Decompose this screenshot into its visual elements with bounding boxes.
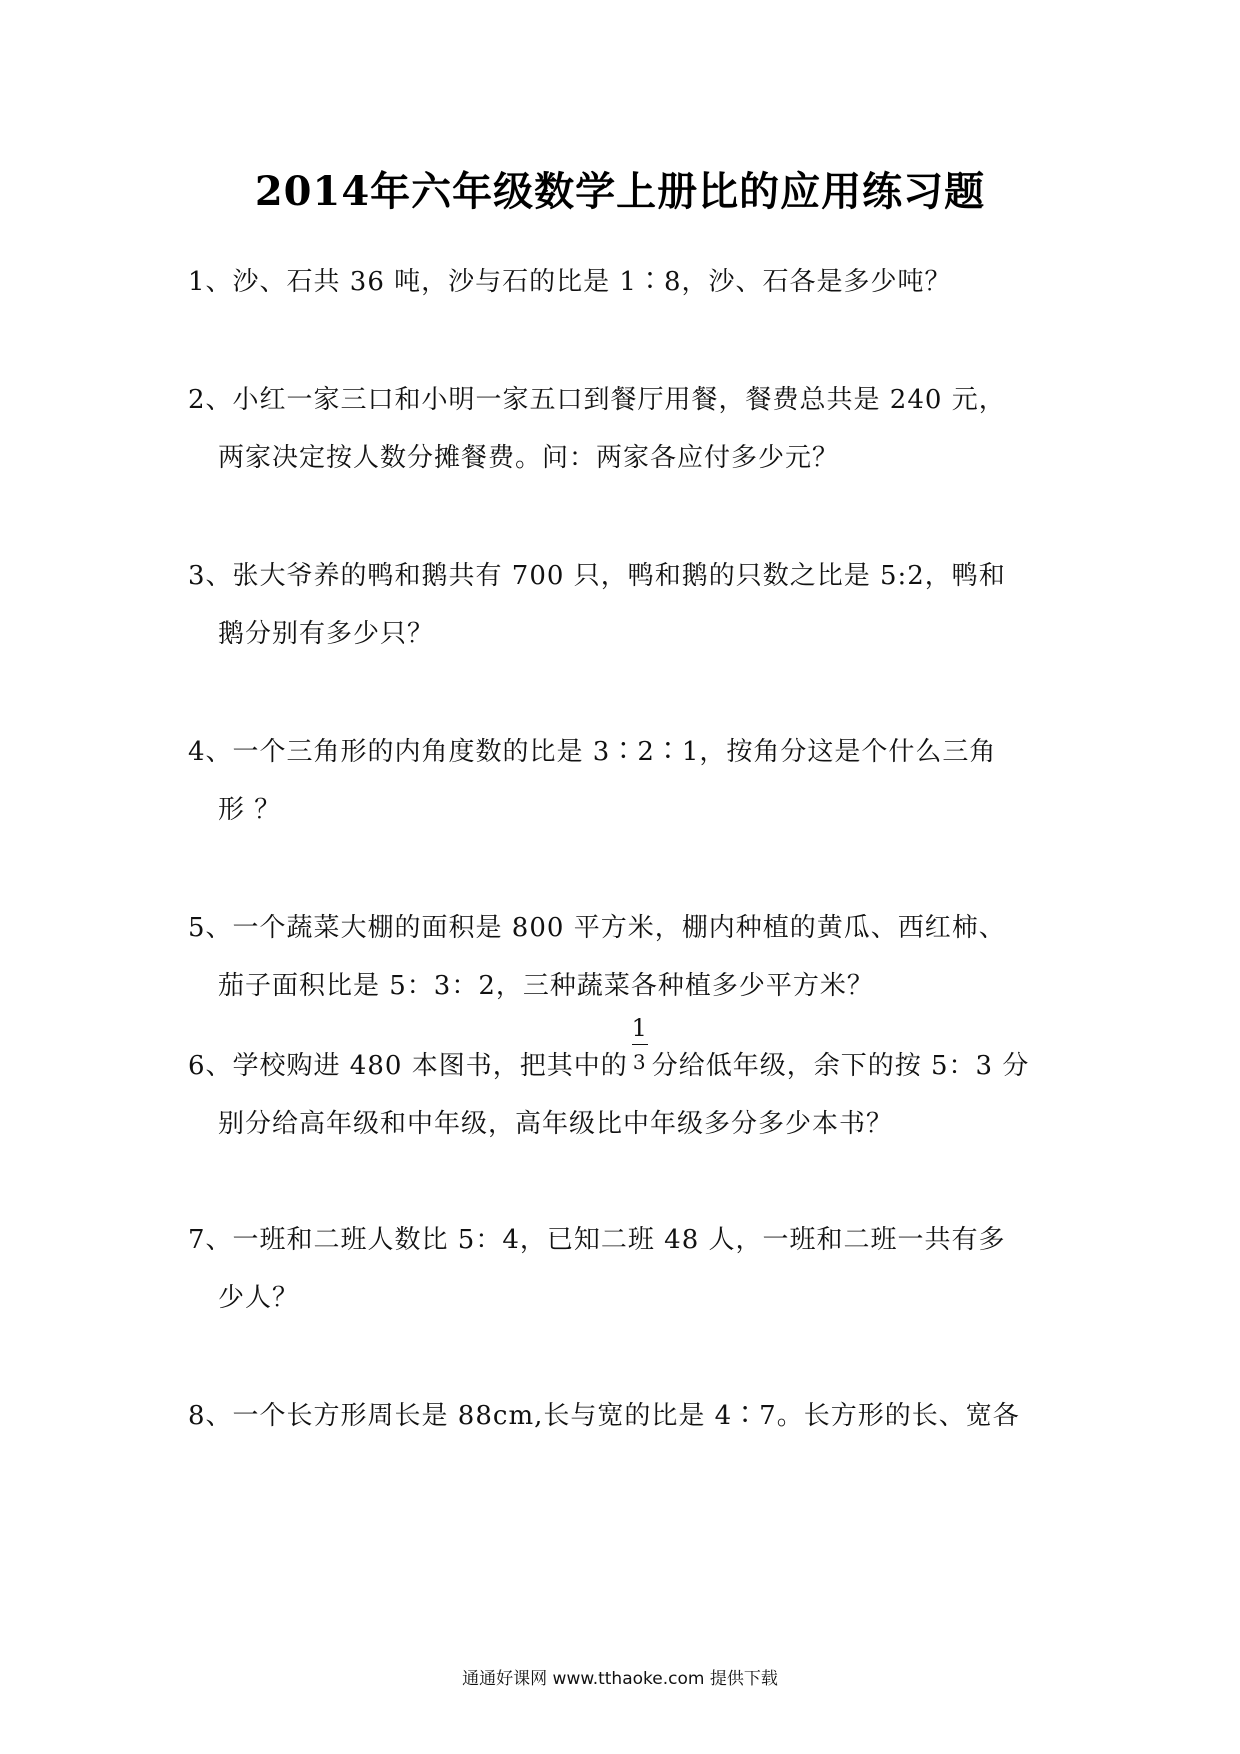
question-7-line-2: 少人？ [218,1283,300,1313]
fraction-numerator: 1 [631,1014,648,1042]
question-8-line-1: 8、一个长方形周长是 88cm,长与宽的比是 4∶7。长方形的长、宽各 [188,1401,1020,1431]
question-5-line-1: 5、一个蔬菜大棚的面积是 800 平方米，棚内种植的黄瓜、西红柿、 [188,913,1006,943]
question-5-line-2: 茄子面积比是 5：3：2，三种蔬菜各种植多少平方米？ [218,971,874,1001]
question-4-line-1: 4、一个三角形的内角度数的比是 3∶2∶1，按角分这是个什么三角 [188,737,997,767]
fraction-denominator: 3 [632,1050,647,1074]
fraction-bar [632,1044,648,1045]
fraction-one-third [628,1014,652,1084]
question-6-text-after: 分给低年级，余下的按 5：3 分 [651,1051,1030,1081]
question-3-line-2: 鹅分别有多少只？ [218,619,435,649]
question-2-line-2: 两家决定按人数分摊餐费。问：两家各应付多少元？ [218,443,840,473]
question-1: 1、沙、石共 36 吨，沙与石的比是 1∶8，沙、石各是多少吨？ [188,267,952,297]
question-6-line-2: 别分给高年级和中年级，高年级比中年级多分多少本书？ [218,1109,894,1139]
page-title: 2014年六年级数学上册比的应用练习题 [254,168,986,215]
question-2-line-1: 2、小红一家三口和小明一家五口到餐厅用餐，餐费总共是 240 元， [188,385,1006,415]
question-4-line-2: 形 ？ [218,795,282,825]
question-6-line-1 [188,1014,1030,1084]
question-3-line-1: 3、张大爷养的鸭和鹅共有 700 只，鸭和鹅的只数之比是 5:2，鸭和 [188,561,1006,591]
footer-source: 通通好课网 www.tthaoke.com 提供下载 [462,1669,778,1689]
question-7-line-1: 7、一班和二班人数比 5：4，已知二班 48 人，一班和二班一共有多 [188,1225,1006,1255]
question-6-text-before: 6、学校购进 480 本图书，把其中的 [188,1051,628,1081]
